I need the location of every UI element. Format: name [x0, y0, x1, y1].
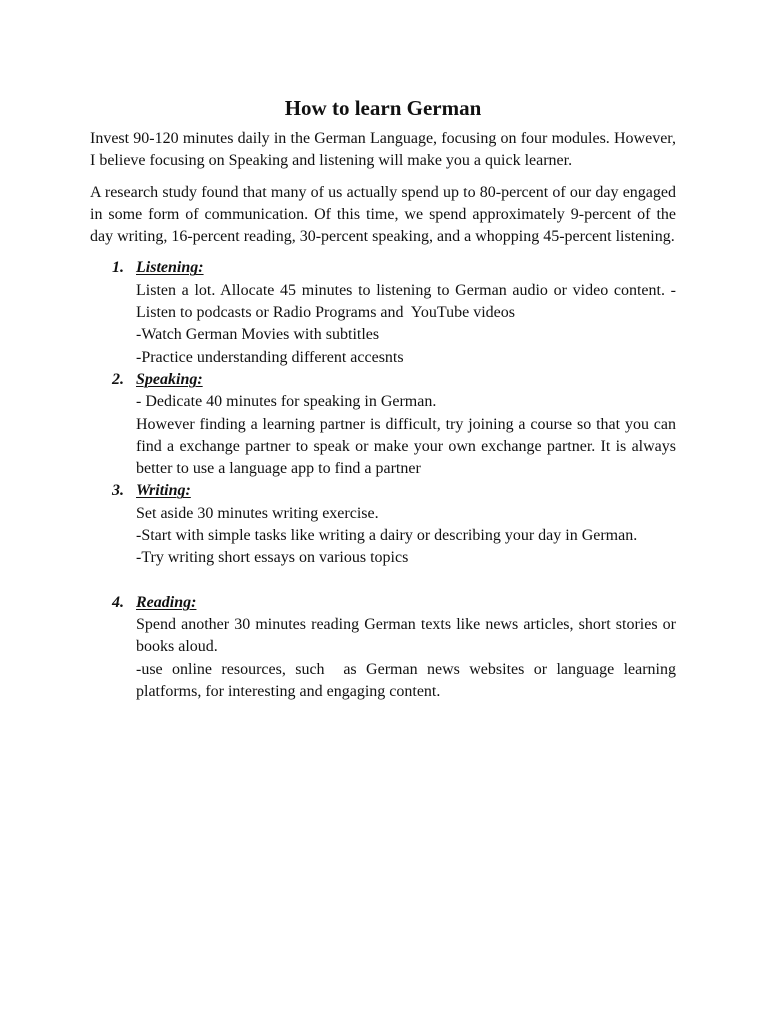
list-number: 2. [112, 370, 124, 388]
section-heading-listening: Listening: [136, 259, 204, 277]
document-page [90, 94, 680, 703]
section-line: -use online resources, such as German news websites or language learning platforms, for interesting and engaging content. [136, 660, 680, 700]
list-item-speaking [90, 369, 676, 480]
list-number: 3. [112, 482, 124, 500]
document-title: How to learn German [284, 96, 482, 120]
section-line: Set aside 30 minutes writing exercise. [136, 504, 379, 522]
section-line: -Try writing short essays on various topics [136, 549, 409, 567]
section-line: Listen a lot. Allocate 45 minutes to listening to German audio or video content. -Listen to podcasts or Radio Programs and YouTube videos [136, 281, 676, 322]
section-line: -Practice understanding different accesnts [136, 348, 404, 366]
intro-paragraph-1: Invest 90-120 minutes daily in the German Language, focusing on four modules. However, I believe focusing on Speaking and listening will make you a quick learner. [90, 130, 676, 170]
section-line: Spend another 30 minutes reading German texts like news articles, short stories or books aloud. [136, 615, 676, 656]
list-number: 1. [112, 259, 124, 277]
list-number: 4. [112, 593, 124, 611]
section-line: -Start with simple tasks like writing a dairy or describing your day in German. [136, 527, 638, 545]
section-line: - Dedicate 40 minutes for speaking in German. [136, 393, 437, 411]
section-heading-writing: Writing: [136, 482, 191, 500]
section-heading-reading: Reading: [136, 593, 197, 611]
section-heading-speaking: Speaking: [136, 370, 203, 388]
learning-modules-list [90, 257, 680, 703]
intro-paragraph-2: A research study found that many of us actually spend up to 80-percent of our day engaged in some form of communication. Of this time, we spend approximately 9-percent of the day writing, 16-percent reading, 30-percent speaking, and a whopping 45-percent listening. [90, 183, 676, 246]
list-item-writing [90, 480, 676, 569]
section-line: However finding a learning partner is difficult, try joining a course so that you can find a exchange partner to speak or make your own exchange partner. It is always better to use a language app to find a partner [136, 415, 676, 478]
list-item-reading [90, 592, 680, 703]
section-line: -Watch German Movies with subtitles [136, 326, 380, 344]
list-item-listening [90, 257, 676, 368]
